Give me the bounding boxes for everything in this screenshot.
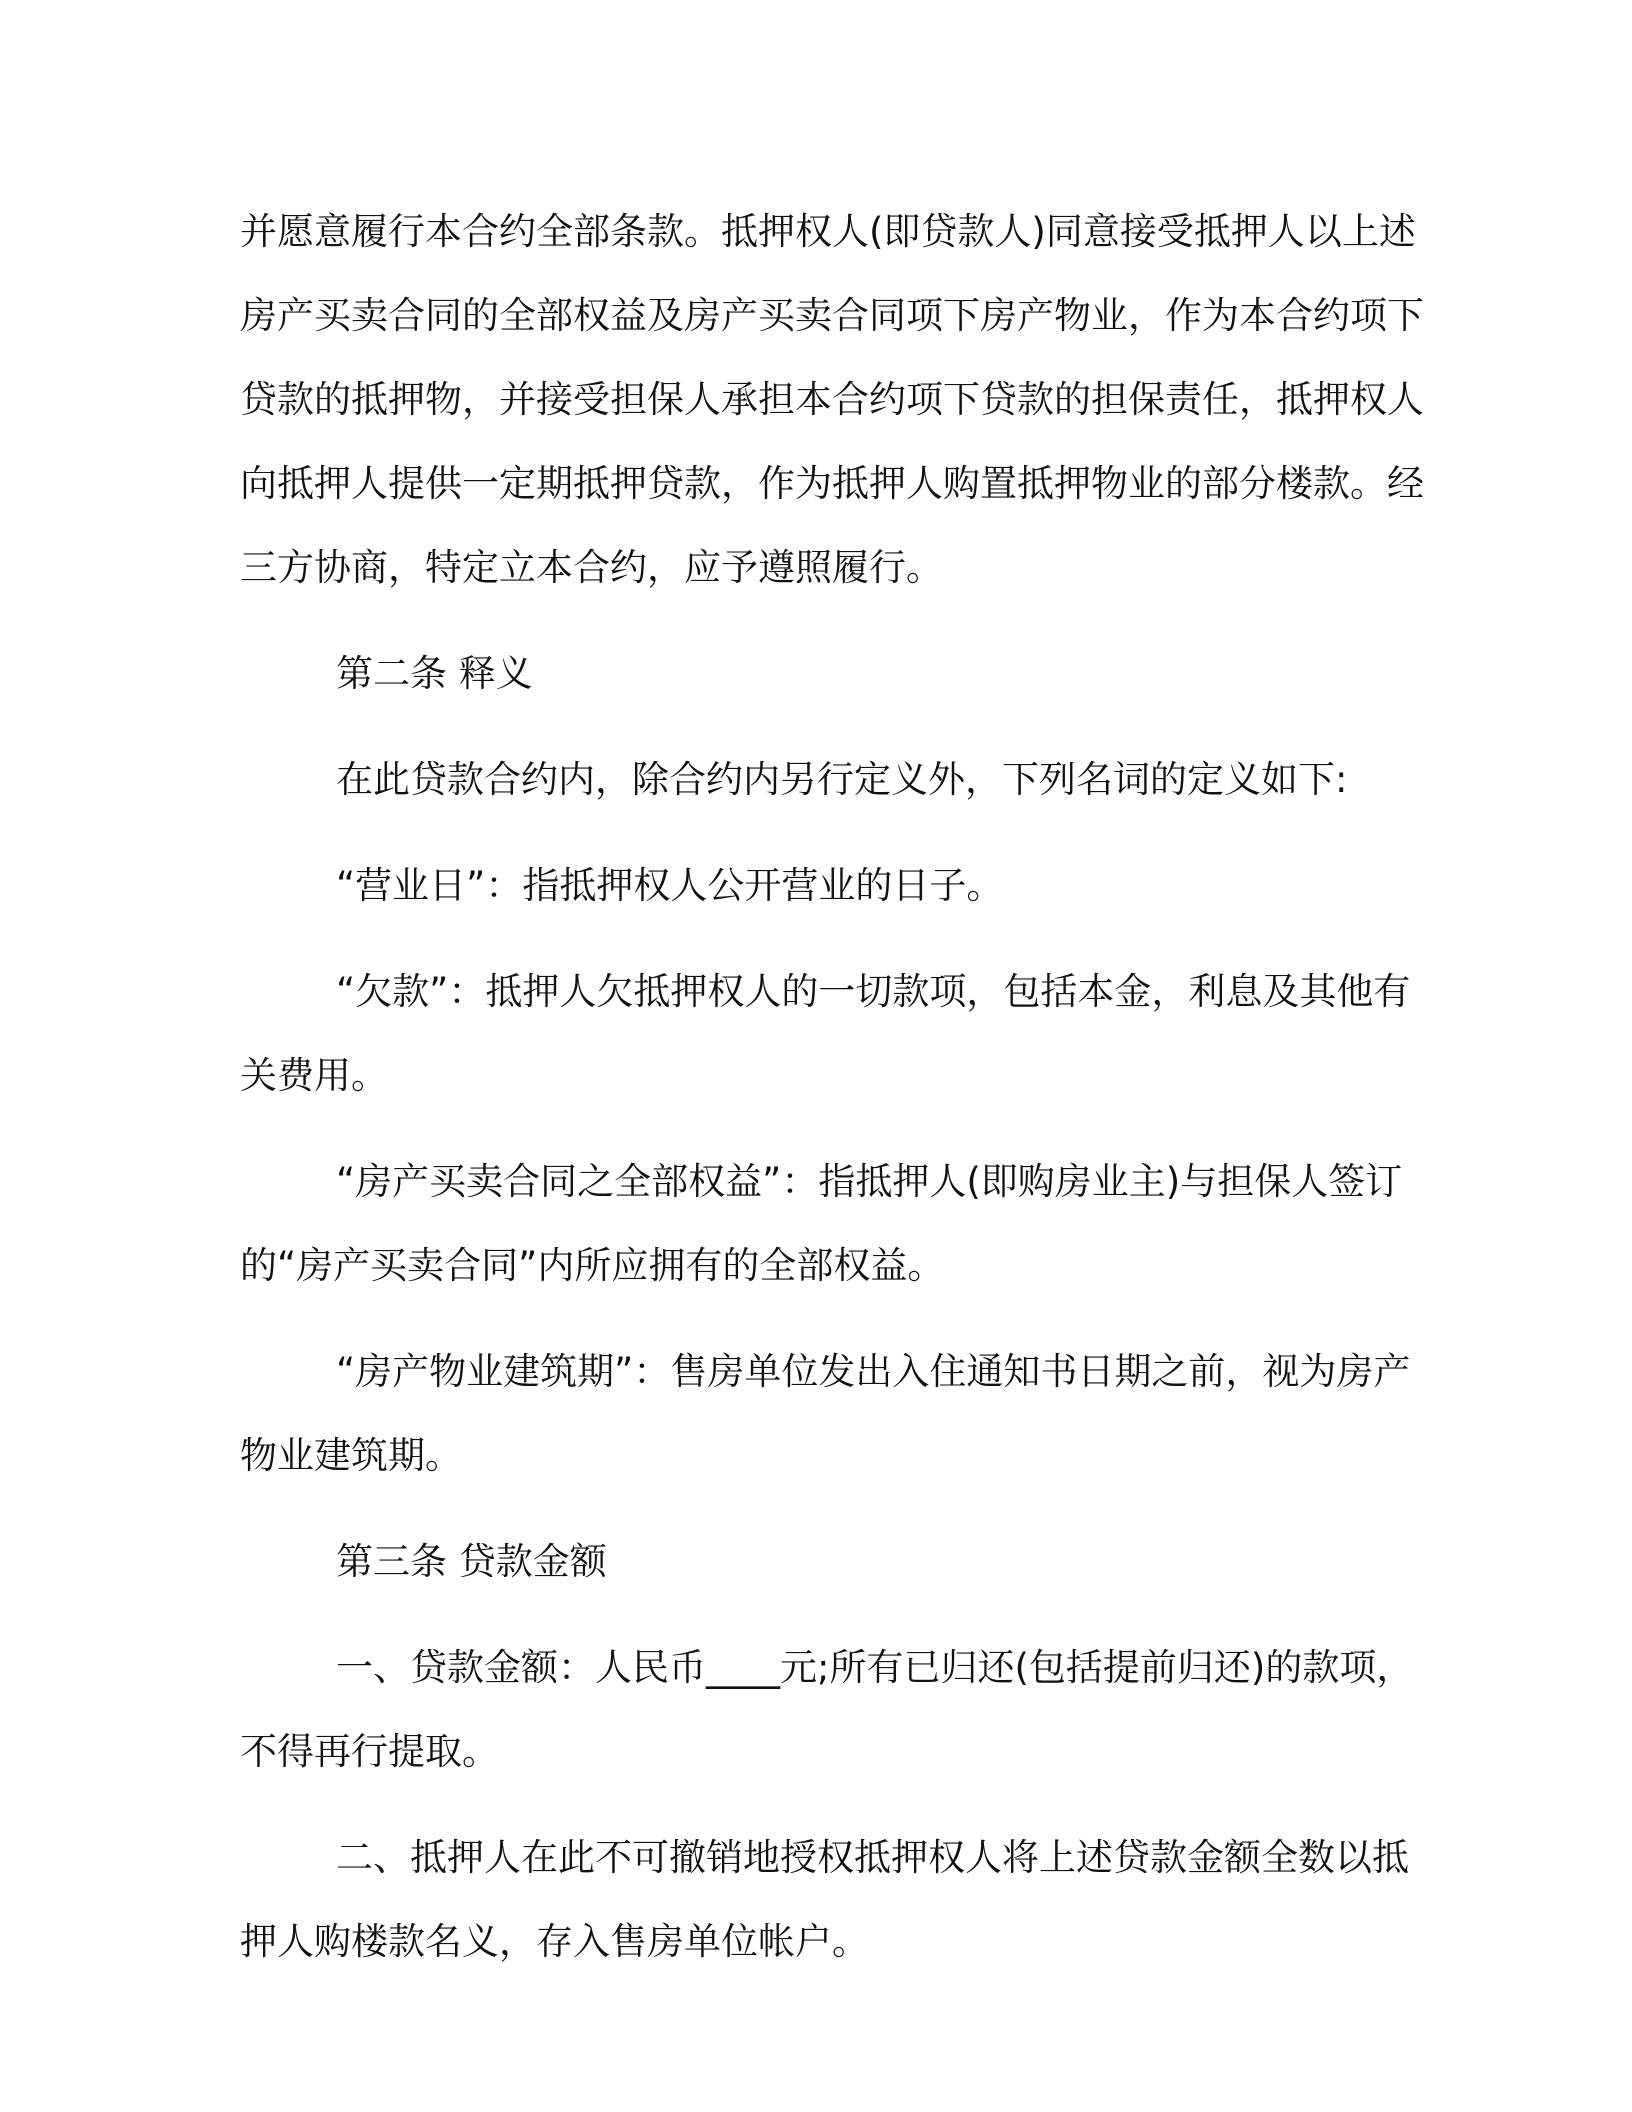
loan-amount-clause: 一、贷款金额：人民币____元;所有已归还(包括提前归还)的款项，不得再行提取。 — [240, 1646, 1414, 1773]
article-2-heading: 第二条 释义 — [336, 652, 533, 695]
definitions-intro-paragraph: 在此贷款合约内，除合约内另行定义外，下列名词的定义如下: — [336, 758, 1348, 801]
definition-debt: “欠款”：抵押人欠抵押权人的一切款项，包括本金，利息及其他有关费用。 — [240, 970, 1411, 1097]
definition-contract-rights: “房产买卖合同之全部权益”：指抵押人(即购房业主)与担保人签订的“房产买卖合同”内所应拥有的全部权益。 — [240, 1160, 1403, 1287]
definition-business-day: “营业日”：指抵押权人公开营业的日子。 — [336, 864, 1004, 907]
contract-intro-paragraph: 并愿意履行本合约全部条款。抵押权人(即贷款人)同意接受抵押人以上述房产买卖合同的全部权益及房产买卖合同项下房产物业，作为本合约项下贷款的抵押物，并接受担保人承担本合约项下贷款的担保责任，抵押权人向抵押人提供一定期抵押贷款，作为抵押人购置抵押物业的部分楼款。经三方协商，特定立本合约，应予遵照履行。 — [240, 210, 1424, 589]
document-body — [240, 190, 1430, 2006]
definition-construction-period: “房产物业建筑期”：售房单位发出入住通知书日期之前，视为房产物业建筑期。 — [240, 1350, 1411, 1477]
loan-deposit-authorization-clause: 二、抵押人在此不可撤销地授权抵押权人将上述贷款金额全数以抵押人购楼款名义，存入售房单位帐户。 — [240, 1836, 1409, 1963]
article-3-heading: 第三条 贷款金额 — [336, 1540, 607, 1583]
